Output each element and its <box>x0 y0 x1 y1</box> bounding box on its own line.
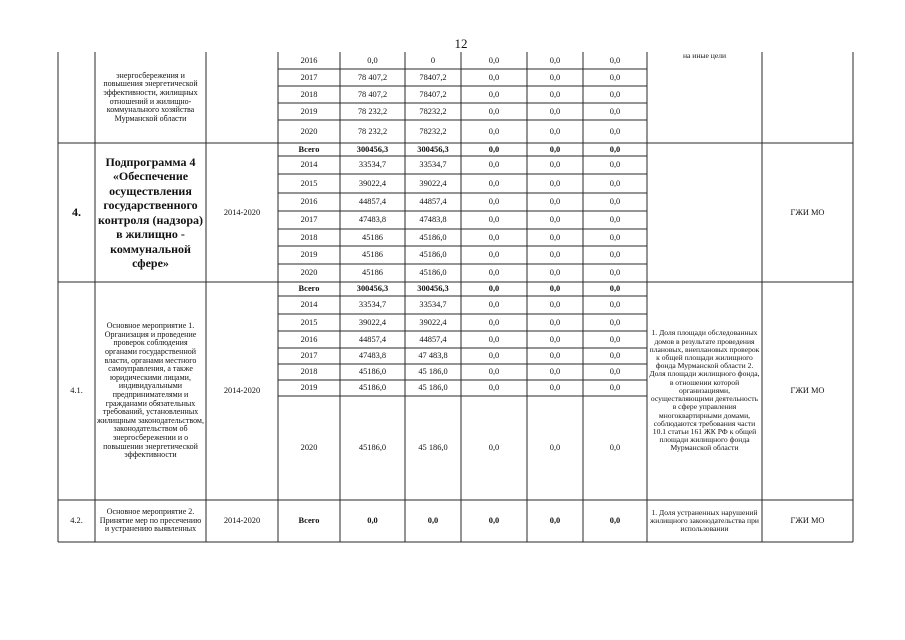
cell-reg: 0,0 <box>488 284 500 293</box>
cell-reg: 0,0 <box>488 367 500 376</box>
section-number: 4.1. <box>70 386 83 395</box>
cell-loc: 0,0 <box>549 317 561 327</box>
cell-total: 45186 <box>362 232 383 242</box>
cell-year: 2015 <box>300 178 318 188</box>
cell-total: 45186 <box>362 268 383 277</box>
period: 2014-2020 <box>223 386 261 395</box>
cell-year: 2014 <box>300 160 318 169</box>
cell-year: 2017 <box>300 215 318 224</box>
cell-total: 45186,0 <box>358 383 387 392</box>
period: 2014-2020 <box>223 516 261 525</box>
cell-year: 2016 <box>300 55 318 65</box>
cell-year: 2016 <box>300 197 318 206</box>
cell-total: 47483,8 <box>358 351 387 360</box>
cell-fed: 78232,2 <box>419 126 447 136</box>
cell-fed: 45186,0 <box>419 268 447 277</box>
cell-year: 2014 <box>300 300 318 309</box>
cell-loc: 0,0 <box>549 443 561 452</box>
cell-other: 0,0 <box>609 317 621 327</box>
cell-other: 0,0 <box>609 284 621 293</box>
cell-reg: 0,0 <box>488 317 500 327</box>
cell-other: 0,0 <box>609 215 621 224</box>
cell-other: 0,0 <box>609 268 621 277</box>
cell-other: 0,0 <box>609 160 621 169</box>
cell-year: 2020 <box>300 126 318 136</box>
cell-other: 0,0 <box>609 126 621 136</box>
cell-total: 44857,4 <box>358 197 387 206</box>
cell-fed: 78407,2 <box>419 72 447 82</box>
cell-reg: 0,0 <box>488 106 500 116</box>
cell-reg: 0,0 <box>488 197 500 206</box>
section-number: 4.2. <box>70 516 83 525</box>
cell-total: 300456,3 <box>356 144 389 154</box>
cell-reg: 0,0 <box>488 232 500 242</box>
cell-reg: 0,0 <box>488 215 500 224</box>
cell-fed: 45 186,0 <box>418 367 448 376</box>
cell-total: 45186,0 <box>358 367 387 376</box>
cell-total: 39022,4 <box>358 317 387 327</box>
cell-reg: 0,0 <box>488 160 500 169</box>
cell-total: 39022,4 <box>358 178 387 188</box>
cell-fed: 78407,2 <box>419 89 447 99</box>
cell-reg: 0,0 <box>488 72 500 82</box>
cell-total: 45186 <box>362 250 383 259</box>
cell-loc: 0,0 <box>549 232 561 242</box>
cell-reg: 0,0 <box>488 334 500 344</box>
measure-description: энергосбережения и повышения энергетической эффективности, жилищных отношений и жилищно-коммунального хозяйства Мурманской области <box>103 70 198 123</box>
cell-reg: 0,0 <box>488 55 500 65</box>
cell-loc: 0,0 <box>549 126 561 136</box>
cell-fed: 44857,4 <box>419 197 447 206</box>
cell-loc: 0,0 <box>549 215 561 224</box>
cell-total: 44857,4 <box>358 334 387 344</box>
cell-other: 0,0 <box>609 250 621 259</box>
cell-other: 0,0 <box>609 72 621 82</box>
cell-loc: 0,0 <box>549 516 561 525</box>
cell-fed: 44857,4 <box>419 334 447 344</box>
cell-total: 0,0 <box>367 55 378 65</box>
cell-total: 300456,3 <box>356 284 389 293</box>
cell-loc: 0,0 <box>549 351 561 360</box>
page-number: 12 <box>454 36 468 51</box>
cell-fed: 39022,4 <box>419 178 447 188</box>
indicator-text: 1. Доля площади обследованных домов в результате проведения плановых, внеплановых проверок к общей площади жилищного фонда Мурманской области 2. Доля площади жилищного фонда, в отношении которой организациями, осуществляющими деятельность в сфере управления многоквартирными домами, соблюдаются требования части 10.1 статьи 161 ЖК РФ к общей площади жилищного фонда Мурманской области <box>649 328 760 453</box>
cell-fed: 300456,3 <box>417 284 449 293</box>
cell-reg: 0,0 <box>488 300 500 309</box>
cell-loc: 0,0 <box>549 250 561 259</box>
cell-reg: 0,0 <box>488 351 500 360</box>
cell-other: 0,0 <box>609 55 621 65</box>
cell-loc: 0,0 <box>549 197 561 206</box>
measure-description: Основное мероприятие 2. Принятие мер по пресечению и устранению выявленных <box>99 507 202 534</box>
measure-description: Основное мероприятие 1. Организация и проведение проверок соблюдения органами государственной власти, органами местного самоуправления, а также юридическими лицами, индивидуальными предпринимателями и гражданами обязательных требований, установленных жилищным законодательством, законодательством об энергосбережении и о повышении энергетической эффективности <box>97 321 204 460</box>
cell-other: 0,0 <box>609 106 621 116</box>
cell-year: 2020 <box>300 443 318 452</box>
cell-year: 2019 <box>300 250 318 259</box>
cell-year: Всего <box>298 144 320 154</box>
cell-fed: 0,0 <box>427 516 439 525</box>
cell-total: 78 232,2 <box>357 126 388 136</box>
cell-loc: 0,0 <box>549 268 561 277</box>
cell-total: 78 232,2 <box>357 106 388 116</box>
section-number: 4. <box>72 205 81 220</box>
cell-fed: 45186,0 <box>419 232 447 242</box>
cell-total: 33534,7 <box>358 300 387 309</box>
cell-year: 2019 <box>300 106 318 116</box>
cell-other: 0,0 <box>609 144 621 154</box>
cell-other: 0,0 <box>609 89 621 99</box>
cell-fed: 47483,8 <box>419 215 447 224</box>
cell-loc: 0,0 <box>549 284 561 293</box>
subprogram-title: Подпрограмма 4 «Обеспечение осуществления государственного контроля (надзора) в жилищно - коммунальной сфере» <box>98 154 203 270</box>
executor: ГЖИ МО <box>790 386 825 395</box>
executor: ГЖИ МО <box>790 207 825 217</box>
cell-other: 0,0 <box>609 300 621 309</box>
cell-reg: 0,0 <box>488 516 500 525</box>
cell-other: 0,0 <box>609 351 621 360</box>
cell-year: 2016 <box>300 334 318 344</box>
cell-loc: 0,0 <box>549 144 561 154</box>
cell-total: 0,0 <box>367 516 378 525</box>
cell-other: 0,0 <box>609 367 621 376</box>
cell-year: 2018 <box>300 89 318 99</box>
cell-fed: 45 186,0 <box>418 383 448 392</box>
cell-fed: 45 186,0 <box>418 443 448 452</box>
cell-loc: 0,0 <box>549 383 561 392</box>
cell-fed: 33534,7 <box>419 300 447 309</box>
cell-reg: 0,0 <box>488 250 500 259</box>
cell-year: 2018 <box>300 367 318 376</box>
cell-reg: 0,0 <box>488 383 500 392</box>
cell-fed: 300456,3 <box>417 144 449 154</box>
cell-fed: 33534,7 <box>419 160 447 169</box>
cell-loc: 0,0 <box>549 367 561 376</box>
cell-fed: 78232,2 <box>419 106 447 116</box>
cell-year: Всего <box>298 516 320 525</box>
cell-fed: 39022,4 <box>419 317 447 327</box>
period: 2014-2020 <box>223 207 261 217</box>
cell-year: 2015 <box>300 317 318 327</box>
cell-other: 0,0 <box>609 334 621 344</box>
cell-total: 78 407,2 <box>357 72 388 82</box>
cell-other: 0,0 <box>609 443 621 452</box>
cell-other: 0,0 <box>609 197 621 206</box>
executor: ГЖИ МО <box>790 516 825 525</box>
cell-year: 2018 <box>300 232 318 242</box>
cell-total: 78 407,2 <box>357 89 388 99</box>
cell-loc: 0,0 <box>549 160 561 169</box>
indicator-text: на иные цели <box>682 52 727 60</box>
cell-total: 45186,0 <box>358 443 387 452</box>
cell-other: 0,0 <box>609 232 621 242</box>
cell-reg: 0,0 <box>488 89 500 99</box>
cell-reg: 0,0 <box>488 126 500 136</box>
cell-total: 47483,8 <box>358 215 387 224</box>
cell-loc: 0,0 <box>549 55 561 65</box>
cell-loc: 0,0 <box>549 178 561 188</box>
cell-reg: 0,0 <box>488 268 500 277</box>
cell-loc: 0,0 <box>549 89 561 99</box>
cell-fed: 0 <box>430 55 436 65</box>
cell-year: Всего <box>298 284 320 293</box>
cell-year: 2017 <box>300 351 318 360</box>
cell-loc: 0,0 <box>549 72 561 82</box>
cell-other: 0,0 <box>609 516 621 525</box>
cell-reg: 0,0 <box>488 144 500 154</box>
cell-year: 2020 <box>300 268 318 277</box>
cell-loc: 0,0 <box>549 300 561 309</box>
indicator-text: 1. Доля устраненных нарушений жилищного законодательства при использовании <box>650 507 759 534</box>
cell-reg: 0,0 <box>488 443 500 452</box>
cell-reg: 0,0 <box>488 178 500 188</box>
cell-fed: 47 483,8 <box>418 351 448 360</box>
cell-loc: 0,0 <box>549 334 561 344</box>
cell-loc: 0,0 <box>549 106 561 116</box>
cell-fed: 45186,0 <box>419 250 447 259</box>
cell-year: 2017 <box>300 72 318 82</box>
cell-other: 0,0 <box>609 178 621 188</box>
cell-total: 33534,7 <box>358 160 387 169</box>
cell-year: 2019 <box>300 383 318 392</box>
cell-other: 0,0 <box>609 383 621 392</box>
